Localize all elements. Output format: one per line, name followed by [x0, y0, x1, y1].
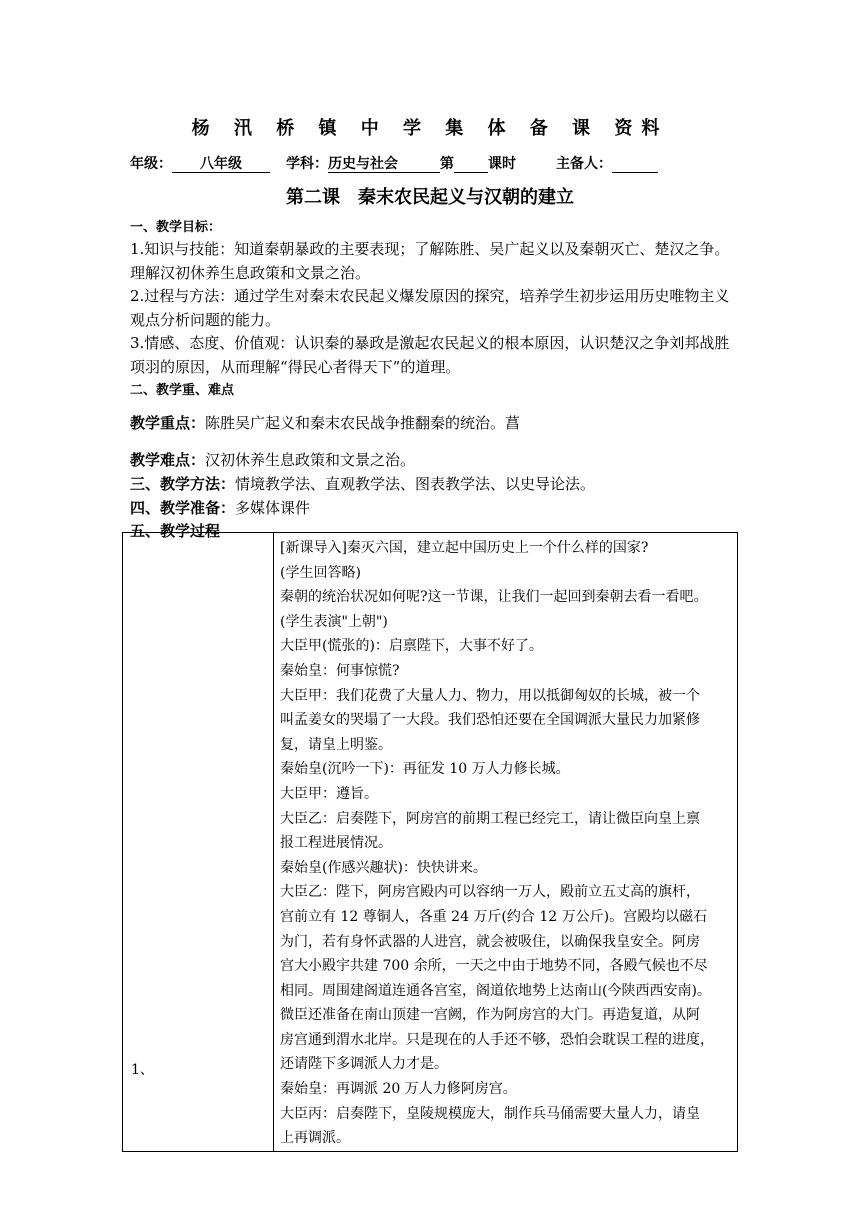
grade-label: 年级：	[130, 156, 172, 172]
key-point-text: 陈胜吴广起义和秦末农民战争推翻秦的统治。菖	[205, 414, 521, 432]
lesson-title	[0, 183, 860, 209]
difficult-point-label: 教学难点：	[130, 451, 206, 469]
table-row	[123, 533, 738, 1152]
teaching-methods-text: 情境教学法、直观教学法、图表教学法、以史导论法。	[235, 475, 596, 493]
script-line: 微臣还准备在南山顶建一宫阙，作为阿房宫的大门。再造复道，从阿	[280, 1007, 700, 1024]
period-label-pre: 第	[440, 156, 454, 172]
preparer-blank	[612, 156, 658, 173]
teaching-prep-text: 多媒体课件	[235, 499, 311, 517]
script-line: 还请陛下多调派人力才是。	[280, 1056, 448, 1073]
difficult-point-text: 汉初休养生息政策和文景之治。	[205, 451, 416, 469]
script-line: 秦始皇(沉吟一下)：再征发 10 万人力修长城。	[280, 761, 570, 778]
key-point-label: 教学重点：	[130, 414, 206, 432]
script-line: 宫前立有 12 尊铜人，各重 24 万斤(约合 12 万公斤)。宫殿均以磁石	[280, 908, 708, 925]
script-line: 大臣甲(慌张的)：启禀陛下，大事不好了。	[280, 638, 543, 655]
process-heading: 五、教学过程	[130, 522, 221, 540]
script-line: 秦始皇：何事惊慌?	[280, 662, 400, 679]
lesson-info-row	[130, 153, 658, 173]
step-number: 1、	[131, 1061, 154, 1078]
subject-label: 学科：	[286, 156, 328, 172]
step-content-cell	[274, 533, 738, 1152]
script-line: 秦始皇：再调派 20 万人力修阿房宫。	[280, 1081, 517, 1098]
grade-value: 八年级	[172, 156, 270, 173]
lesson-number: 第二课	[286, 187, 340, 208]
preparer-label: 主备人：	[556, 156, 612, 172]
lesson-name: 秦末农民起义与汉朝的建立	[358, 187, 574, 208]
script-line: 相同。周围建阁道连通各宫室，阁道依地势上达南山(今陕西西安南)。	[280, 982, 711, 999]
script-line: (学生回答略)	[280, 564, 361, 581]
script-line: 上再调派。	[280, 1130, 350, 1147]
script-line: 大臣乙：陛下，阿房宫殿内可以容纳一万人，殿前立五丈高的旗杆，	[280, 884, 700, 901]
objectives-heading: 一、教学目标：	[130, 220, 222, 235]
script-line: 房宫通到渭水北岸。只是现在的人手还不够，恐怕会耽误工程的进度，	[280, 1031, 714, 1048]
script-line: 大臣甲：遵旨。	[280, 785, 378, 802]
script-line: 大臣甲：我们花费了大量人力、物力，用以抵御匈奴的长城，被一个	[280, 687, 700, 704]
teaching-methods	[130, 472, 740, 496]
objective-item: 1.知识与技能：知道秦朝暴政的主要表现；了解陈胜、吴广起义以及秦朝灭亡、楚汉之争。理解汉初休养生息政策和文景之治。	[130, 240, 730, 282]
objective-item: 2.过程与方法：通过学生对秦末农民起义爆发原因的探究，培养学生初步运用历史唯物主义观点分析问题的能力。	[130, 287, 730, 329]
script-line: [新课导入]秦灭六国，建立起中国历史上一个什么样的国家?	[280, 540, 649, 556]
script-line: 复，请皇上明鉴。	[280, 736, 392, 753]
school-title: 杨 汛 桥 镇 中 学 集 体 备 课 资料	[191, 118, 669, 139]
key-point	[130, 411, 740, 435]
subject-value: 历史与社会	[328, 156, 440, 173]
difficult-point	[130, 448, 740, 472]
period-label-post: 课时	[488, 156, 516, 172]
script-line: 大臣乙：启奏陛下，阿房宫的前期工程已经完工，请让微臣向皇上禀	[280, 810, 700, 827]
script-line: 叫孟姜女的哭塌了一大段。我们恐怕还要在全国调派大量民力加紧修	[280, 712, 700, 729]
script-line: 大臣丙：启奏陛下，皇陵规模庞大，制作兵马俑需要大量人力，请皇	[280, 1105, 700, 1122]
script-line: 报工程进展情况。	[280, 835, 392, 852]
script-line: 为门，若有身怀武器的人进宫，就会被吸住，以确保我皇安全。阿房	[280, 933, 700, 950]
teaching-prep	[130, 496, 740, 520]
teaching-methods-label: 三、教学方法：	[130, 475, 236, 493]
teaching-prep-label: 四、教学准备：	[130, 499, 236, 517]
script-line: (学生表演"上朝")	[280, 613, 388, 630]
script-line: 秦始皇(作感兴趣状)：快快讲来。	[280, 859, 487, 876]
keypoints-heading: 二、教学重、难点	[130, 383, 235, 398]
script-line: 秦朝的统治状况如何呢?这一节课，让我们一起回到秦朝去看一看吧。	[280, 589, 708, 606]
teaching-process-table	[122, 532, 738, 1152]
step-number-cell	[123, 533, 274, 1152]
objective-item: 3.情感、态度、价值观：认识秦的暴政是激起农民起义的根本原因，认识楚汉之争刘邦战胜项羽的原因，从而理解“得民心者得天下”的道理。	[130, 334, 730, 376]
document-body	[130, 218, 740, 542]
period-blank	[454, 156, 488, 173]
script-line: 宫大小殿宇共建 700 余所，一天之中由于地势不同，各殿气候也不尽	[280, 958, 708, 975]
